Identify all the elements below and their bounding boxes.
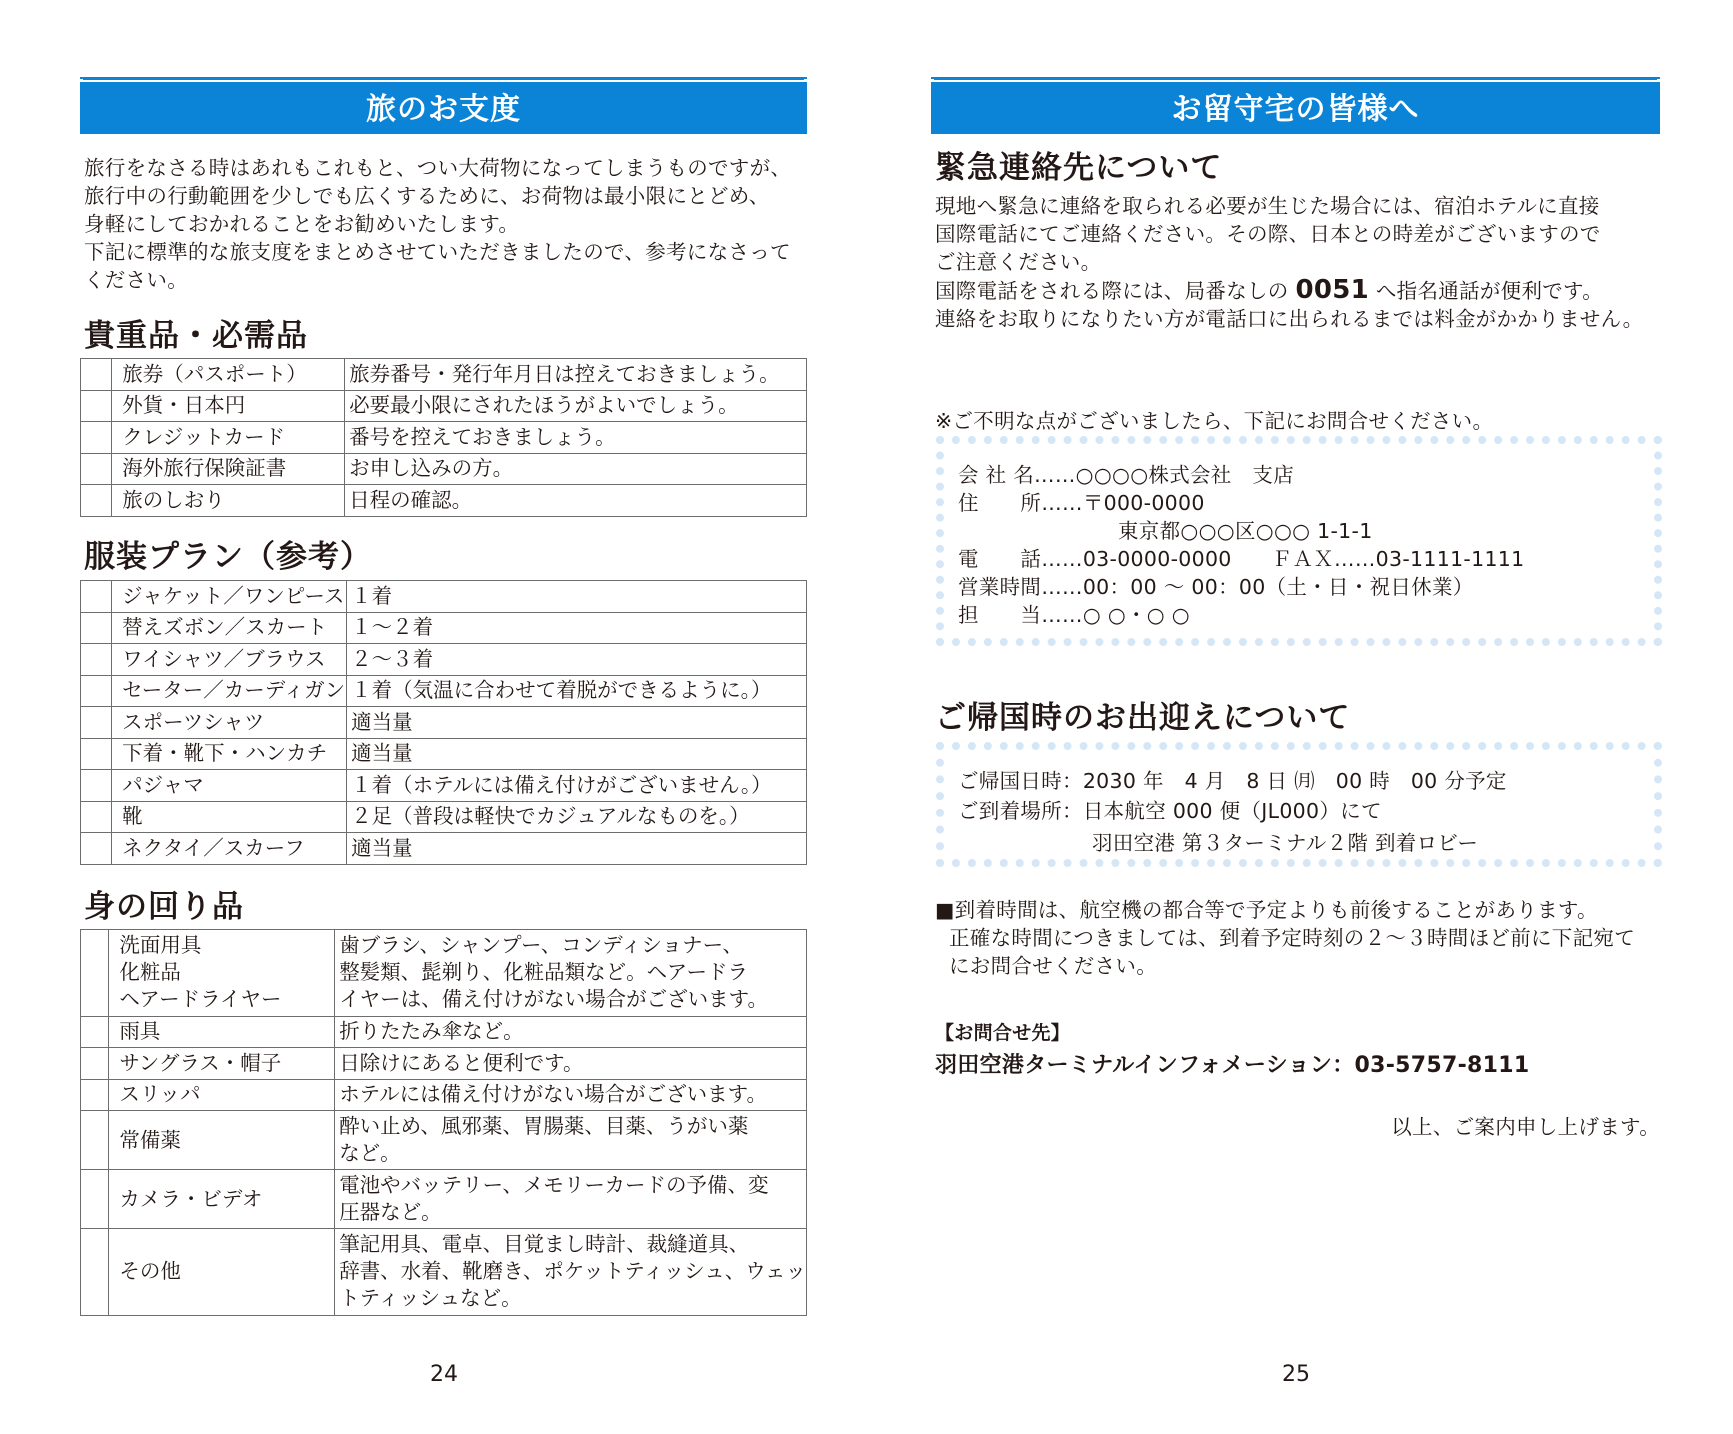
note-line: など。 [339, 1141, 401, 1165]
note-cell [335, 1079, 807, 1111]
section-title-belongings: 身の回り品 [84, 889, 244, 925]
section-title-return: ご帰国時のお出迎えについて [935, 700, 1351, 736]
item-cell [109, 1048, 335, 1080]
banner-home-family: お留守宅の皆様へ [931, 82, 1660, 134]
table-row [81, 422, 807, 454]
intro-line: 下記に標準的な旅支度をまとめさせていただきましたので、参考になさって [84, 240, 791, 264]
field-label: 会 社 名 [958, 463, 1035, 487]
note-cell: １着（ホテルには備え付けがございません。） [347, 770, 807, 802]
item-cell: 海外旅行保険証書 [112, 453, 345, 485]
item-cell: スポーツシャツ [112, 707, 347, 739]
table-row [81, 359, 807, 391]
note-cell: １着 [347, 581, 807, 613]
company-name: ○○○○株式会社 支店 [1075, 463, 1295, 487]
emergency-line: ご注意ください。 [935, 250, 1102, 274]
item-line: ヘアードライヤー [119, 987, 282, 1012]
note-cell [335, 1016, 807, 1048]
field-label: ご到着場所： [958, 799, 1083, 823]
table-row [81, 1048, 807, 1080]
checkbox-cell [81, 485, 112, 517]
company-name-row [958, 458, 1294, 488]
table-row [81, 675, 807, 707]
table-row [81, 930, 807, 1017]
emergency-line: 現地へ緊急に連絡を取られる必要が生じた場合には、宿泊ホテルに直接 [935, 194, 1600, 218]
checkbox-cell [81, 1111, 109, 1170]
company-person-row [958, 598, 1190, 628]
closing-text: 以上、ご案内申し上げます。 [1391, 1115, 1660, 1139]
item-cell: セーター／カーディガン [112, 675, 347, 707]
note-cell: 必要最小限にされたほうがよいでしょう。 [345, 390, 807, 422]
field-label: 住 所 [958, 491, 1042, 515]
item-line: サングラス・帽子 [119, 1050, 282, 1075]
item-cell [109, 1016, 335, 1048]
leader-dots: …… [1034, 463, 1076, 487]
table-row [81, 453, 807, 485]
note-cell [335, 1111, 807, 1170]
emergency-line-0051 [935, 276, 1643, 305]
left-page [0, 0, 866, 1434]
table-row [81, 801, 807, 833]
clothing-table [80, 580, 807, 865]
note-cell: 適当量 [347, 707, 807, 739]
intro-line: 旅行中の行動範囲を少しでも広くするために、お荷物は最小限にとどめ、 [84, 184, 770, 208]
item-cell [109, 1170, 335, 1229]
checkbox-cell [81, 359, 112, 391]
table-row [81, 1170, 807, 1229]
item-cell: 靴 [112, 801, 347, 833]
section-title-emergency: 緊急連絡先について [935, 150, 1223, 186]
page-number: 24 [430, 1362, 458, 1387]
company-tel-row [958, 542, 1524, 572]
flight-info: 日本航空 000 便（JL000）にて [1082, 799, 1382, 823]
intro-line: 身軽にしておかれることをお勧めいたします。 [84, 212, 520, 236]
arrival-note [935, 896, 1635, 980]
checkbox-cell [81, 422, 112, 454]
item-cell: 外貨・日本円 [112, 390, 345, 422]
field-label: 担 当 [958, 603, 1042, 627]
table-row [81, 707, 807, 739]
table-row [81, 1079, 807, 1111]
checkbox-cell [81, 581, 112, 613]
item-cell: 下着・靴下・ハンカチ [112, 738, 347, 770]
checkbox-cell [81, 675, 112, 707]
item-cell [109, 930, 335, 1017]
table-row [81, 1229, 807, 1316]
note-cell: ２足（普段は軽快でカジュアルなものを。） [347, 801, 807, 833]
item-line: 洗面用具 [119, 933, 202, 958]
arrival-note-line: 正確な時間につきましては、到着予定時刻の２～３時間ほど前に下記宛て [949, 926, 1635, 950]
page-number: 25 [1282, 1362, 1310, 1387]
leader-dots: …… [1041, 603, 1083, 627]
tel-number: 03-0000-0000 [1082, 547, 1232, 571]
emergency-line-text: 国際電話をされる際には、局番なしの [935, 279, 1289, 303]
emergency-line-text: へ指名通話が便利です。 [1375, 279, 1604, 303]
item-cell: ジャケット／ワンピース [112, 581, 347, 613]
item-line: 常備薬 [119, 1127, 181, 1152]
item-cell: 替えズボン／スカート [112, 612, 347, 644]
item-line: スリッパ [119, 1082, 201, 1107]
company-address-row [958, 486, 1205, 516]
note-line: イヤーは、備え付けがない場合がございます。 [339, 987, 769, 1012]
table-row [81, 738, 807, 770]
note-line: ホテルには備え付けがない場合がございます。 [339, 1082, 768, 1107]
contact-heading: 【お問合せ先】 [935, 1022, 1071, 1044]
return-place-line2: 羽田空港 第３ターミナル２階 到着ロビー [1092, 831, 1479, 855]
emergency-line: 連絡をお取りになりたい方が電話口に出られるまでは料金がかかりません。 [935, 307, 1644, 331]
checkbox-cell [81, 1170, 109, 1229]
item-cell: パジャマ [112, 770, 347, 802]
note-line: トティッシュなど。 [339, 1286, 522, 1311]
prefix-number: 0051 [1295, 275, 1370, 305]
intro-paragraph [84, 154, 791, 294]
arrival-note-line: ■到着時間は、航空機の都合等で予定よりも前後することがあります。 [935, 898, 1598, 922]
note-line: 電池やバッテリー、メモリーカードの予備、変 [339, 1173, 769, 1197]
checkbox-cell [81, 644, 112, 676]
note-cell: 番号を控えておきましょう。 [345, 422, 807, 454]
emergency-line: 国際電話にてご連絡ください。その際、日本との時差がございますので [935, 222, 1601, 246]
company-address-line2: 東京都○○○区○○○ 1-1-1 [1118, 519, 1373, 543]
intro-line: 旅行をなさる時はあれもこれもと、つい大荷物になってしまうものですが、 [84, 156, 792, 180]
inquiry-note: ※ご不明な点がございましたら、下記にお問合せください。 [935, 409, 1494, 433]
note-line: 酔い止め、風邪薬、胃腸薬、目薬、うがい薬 [339, 1114, 749, 1138]
item-line: 化粧品 [119, 960, 181, 985]
note-line: 折りたたみ傘など。 [339, 1019, 524, 1044]
table-row [81, 644, 807, 676]
note-cell [335, 1229, 807, 1316]
item-line: その他 [119, 1259, 181, 1284]
leader-dots: …… [1334, 547, 1376, 571]
postal-code: 〒000-0000 [1082, 491, 1205, 515]
note-cell: ２～３着 [347, 644, 807, 676]
right-page [866, 0, 1733, 1434]
item-cell: 旅券（パスポート） [112, 359, 345, 391]
note-line: 日除けにあると便利です。 [339, 1050, 584, 1075]
item-cell [109, 1079, 335, 1111]
field-label: 電 話 [958, 547, 1042, 571]
field-label: ＦＡＸ [1271, 547, 1335, 571]
business-hours: 00：00 ～ 00：00（土・日・祝日休業） [1082, 575, 1474, 599]
valuables-table [80, 358, 807, 517]
note-cell: 日程の確認。 [345, 485, 807, 517]
note-cell [335, 930, 807, 1017]
checkbox-cell [81, 738, 112, 770]
item-cell: ネクタイ／スカーフ [112, 833, 347, 865]
checkbox-cell [81, 770, 112, 802]
fax-number: 03-1111-1111 [1375, 547, 1525, 571]
checkbox-cell [81, 833, 112, 865]
checkbox-cell [81, 707, 112, 739]
banner-travel-prep: 旅のお支度 [80, 82, 807, 134]
contact-person: ○ ○・○ ○ [1082, 603, 1190, 627]
checkbox-cell [81, 612, 112, 644]
table-row [81, 833, 807, 865]
section-title-valuables: 貴重品・必需品 [84, 318, 308, 354]
leader-dots: …… [1041, 491, 1083, 515]
checkbox-cell [81, 1079, 109, 1111]
field-label: 営業時間 [958, 575, 1042, 599]
note-line: 整髪類、髭剃り、化粧品類など。ヘアードラ [339, 960, 748, 985]
checkbox-cell [81, 453, 112, 485]
note-line: 辞書、水着、靴磨き、ポケットティッシュ、ウェッ [339, 1259, 806, 1284]
emergency-paragraph [935, 192, 1643, 333]
note-cell: １着（気温に合わせて着脱ができるように。） [347, 675, 807, 707]
item-line: 雨具 [119, 1019, 161, 1044]
table-row [81, 770, 807, 802]
checkbox-cell [81, 1016, 109, 1048]
note-cell: １～２着 [347, 612, 807, 644]
table-row [81, 581, 807, 613]
return-date-row [958, 764, 1507, 794]
item-cell [109, 1111, 335, 1170]
item-cell: クレジットカード [112, 422, 345, 454]
checkbox-cell [81, 1048, 109, 1080]
belongings-table [80, 929, 807, 1316]
table-row [81, 612, 807, 644]
note-line: 歯ブラシ、シャンプー、コンディショナー、 [339, 933, 743, 958]
section-title-clothing: 服装プラン（参考） [84, 539, 372, 575]
note-line: 圧器など。 [339, 1200, 442, 1224]
note-cell: 適当量 [347, 833, 807, 865]
item-cell: ワイシャツ／ブラウス [112, 644, 347, 676]
note-cell [335, 1170, 807, 1229]
table-row [81, 485, 807, 517]
field-label: ご帰国日時： [958, 769, 1083, 793]
leader-dots: …… [1041, 547, 1083, 571]
table-row [81, 1111, 807, 1170]
table-row [81, 390, 807, 422]
return-date: 2030 年 4 月 8 日 ㈪ 00 時 00 分予定 [1082, 769, 1507, 793]
intro-line: ください。 [84, 268, 188, 292]
return-place-row [958, 794, 1382, 824]
checkbox-cell [81, 1229, 109, 1316]
note-cell: お申し込みの方。 [345, 453, 807, 485]
arrival-note-line: にお問合せください。 [949, 954, 1157, 978]
checkbox-cell [81, 390, 112, 422]
leader-dots: …… [1041, 575, 1083, 599]
item-cell [109, 1229, 335, 1316]
table-row [81, 1016, 807, 1048]
note-cell: 適当量 [347, 738, 807, 770]
item-line: カメラ・ビデオ [119, 1186, 263, 1211]
note-cell [335, 1048, 807, 1080]
note-cell: 旅券番号・発行年月日は控えておきましょう。 [345, 359, 807, 391]
contact-line: 羽田空港ターミナルインフォメーション：03-5757-8111 [935, 1053, 1530, 1078]
checkbox-cell [81, 801, 112, 833]
item-cell: 旅のしおり [112, 485, 345, 517]
checkbox-cell [81, 930, 109, 1017]
note-line: 筆記用具、電卓、目覚まし時計、裁縫道具、 [339, 1232, 750, 1257]
company-hours-row [958, 570, 1474, 600]
